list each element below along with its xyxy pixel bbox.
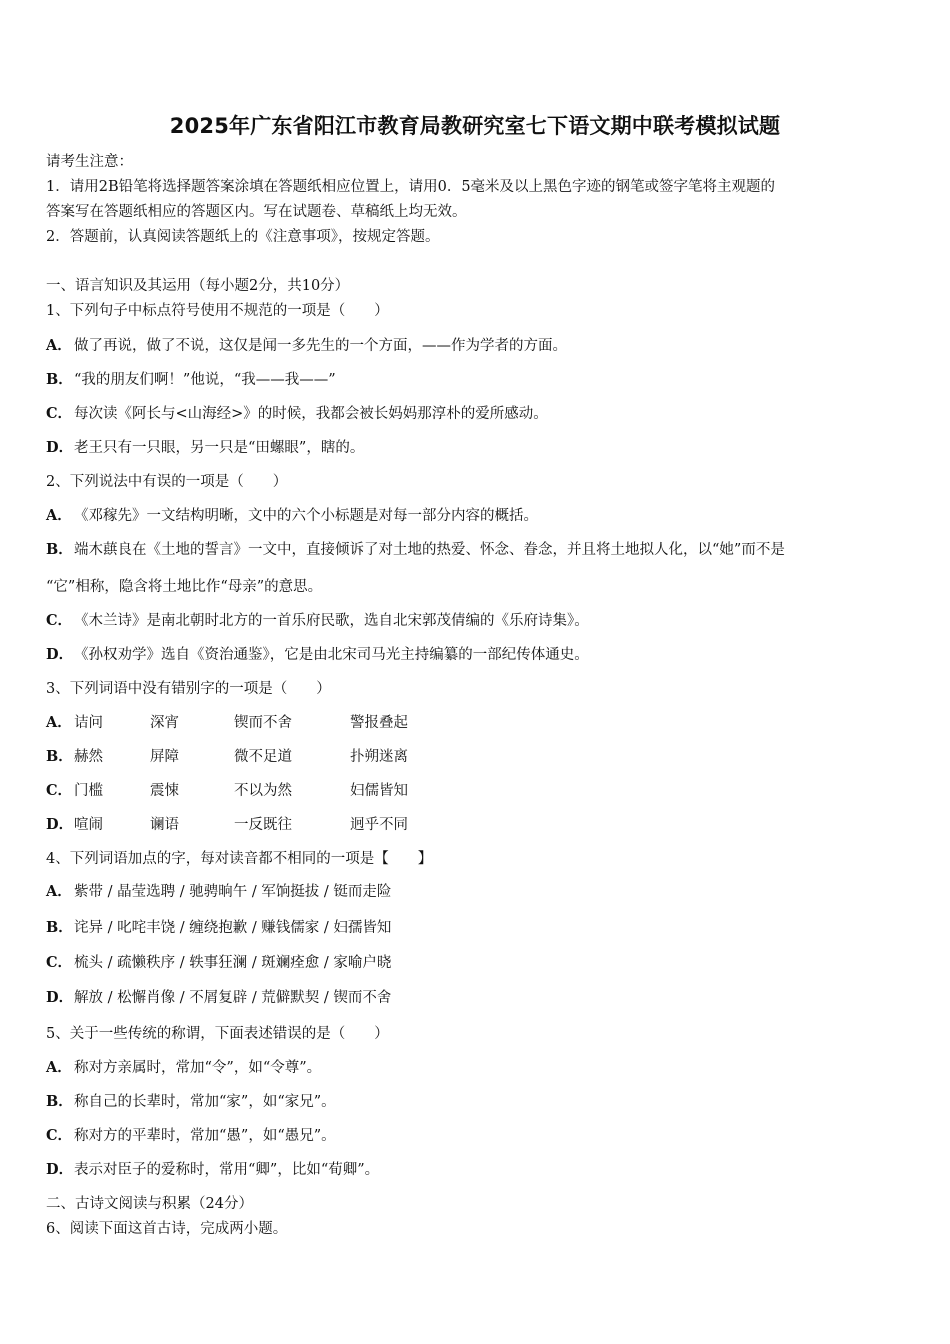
- option-text: 梳头 / 疏懒秩序 / 轶事狂澜 / 斑斓痊愈 / 家喻户晓: [74, 955, 392, 971]
- question-5-option-c: [46, 1126, 336, 1146]
- word: 迥乎不同: [350, 817, 408, 833]
- page-title: 2025年广东省阳江市教育局教研究室七下语文期中联考模拟试题: [169, 114, 781, 138]
- word: 妇儒皆知: [350, 783, 408, 799]
- question-4-option-d: [46, 988, 391, 1008]
- word: 屏障: [150, 749, 179, 765]
- question-1-option-c: [46, 404, 548, 424]
- notice-item-1-line-1: 1．请用2B铅笔将选择题答案涂填在答题纸相应位置上，请用0．5毫米及以上黑色字迹的钢笔或签字笔将主观题的: [46, 179, 776, 195]
- word: 警报叠起: [350, 715, 408, 731]
- word: 一反既往: [234, 817, 292, 833]
- option-text: 称对方的平辈时，常加“愚”，如“愚兄”。: [74, 1128, 336, 1144]
- option-text: 称对方亲属时，常加“令”，如“令尊”。: [74, 1060, 322, 1076]
- option-letter: C．: [46, 612, 73, 629]
- word: 谰语: [150, 817, 179, 833]
- option-text: 称自己的长辈时，常加“家”，如“家兄”。: [74, 1094, 336, 1110]
- question-1-stem: 1、下列句子中标点符号使用不规范的一项是（ ）: [46, 303, 389, 319]
- option-letter: D．: [46, 439, 74, 456]
- option-letter: A．: [46, 883, 72, 900]
- word: 门槛: [74, 783, 103, 799]
- word: 不以为然: [234, 783, 292, 799]
- word: 赫然: [74, 749, 103, 765]
- option-text: 表示对臣子的爱称时，常用“卿”，比如“荀卿”。: [74, 1162, 380, 1178]
- option-letter: C．: [46, 1127, 73, 1144]
- option-letter: A．: [46, 337, 72, 354]
- word: 诘问: [74, 715, 103, 731]
- question-6-stem: 6、阅读下面这首古诗，完成两小题。: [46, 1221, 288, 1237]
- option-text: 每次读《阿长与<山海经>》的时候，我都会被长妈妈那淳朴的爱所感动。: [74, 406, 548, 422]
- option-letter: C．: [46, 405, 73, 422]
- question-4-stem: 4、下列词语加点的字，每对读音都不相同的一项是【 】: [46, 851, 433, 867]
- option-text: 紫带 / 晶莹选聘 / 驰骋晌午 / 军饷挺拔 / 铤而走险: [74, 884, 392, 900]
- question-4-option-c: [46, 953, 391, 973]
- option-text: “我的朋友们啊！”他说，“我——我——”: [74, 372, 336, 388]
- word: 扑朔迷离: [350, 749, 408, 765]
- option-text: 老王只有一只眼，另一只是“田螺眼”，瞎的。: [74, 440, 365, 456]
- option-text: 解放 / 松懈肖像 / 不屑复辟 / 荒僻默契 / 锲而不舍: [74, 990, 392, 1006]
- option-text: 端木蕻良在《土地的誓言》一文中，直接倾诉了对土地的热爱、怀念、眷念，并且将土地拟人化，以“她”而不是: [74, 542, 785, 558]
- option-letter: B．: [46, 919, 73, 936]
- option-letter: B．: [46, 371, 73, 388]
- question-5-option-b: [46, 1092, 336, 1112]
- question-5-stem: 5、关于一些传统的称谓，下面表述错误的是（ ）: [46, 1026, 389, 1042]
- notice-item-1-line-2: 答案写在答题纸相应的答题区内。写在试题卷、草稿纸上均无效。: [46, 204, 467, 220]
- option-letter: B．: [46, 541, 73, 558]
- option-letter: A．: [46, 714, 72, 731]
- question-1-option-b: [46, 370, 336, 390]
- question-2-option-b-continued: “它”相称，隐含将土地比作“母亲”的意思。: [46, 579, 323, 595]
- question-1-option-d: [46, 438, 364, 458]
- question-5-option-a: [46, 1058, 321, 1078]
- option-text: 《邓稼先》一文结构明晰，文中的六个小标题是对每一部分内容的概括。: [74, 508, 538, 524]
- question-2-stem: 2、下列说法中有误的一项是（ ）: [46, 474, 288, 490]
- word: 喧闹: [74, 817, 103, 833]
- question-2-option-c: [46, 611, 589, 631]
- option-letter: D．: [46, 816, 74, 833]
- option-letter: D．: [46, 1161, 74, 1178]
- option-letter: A．: [46, 507, 72, 524]
- option-text: 做了再说，做了不说，这仅是闻一多先生的一个方面，——作为学者的方面。: [74, 338, 567, 354]
- option-text: 《木兰诗》是南北朝时北方的一首乐府民歌，选自北宋郭茂倩编的《乐府诗集》。: [74, 613, 589, 629]
- question-1-option-a: [46, 336, 567, 356]
- question-2-option-b: [46, 540, 785, 560]
- option-letter: B．: [46, 1093, 73, 1110]
- question-2-option-a: [46, 506, 538, 526]
- question-3-option-c: [46, 781, 470, 801]
- option-text: 《孙权劝学》选自《资治通鉴》，它是由北宋司马光主持编纂的一部纪传体通史。: [74, 647, 589, 663]
- option-letter: C．: [46, 782, 73, 799]
- word: 深宵: [150, 715, 179, 731]
- option-letter: D．: [46, 646, 74, 663]
- word: 微不足道: [234, 749, 292, 765]
- option-letter: D．: [46, 989, 74, 1006]
- question-3-option-b: [46, 747, 470, 767]
- word: 锲而不舍: [234, 715, 292, 731]
- option-letter: A．: [46, 1059, 72, 1076]
- section-2-heading: 二、古诗文阅读与积累（24分）: [46, 1196, 253, 1212]
- option-letter: C．: [46, 954, 73, 971]
- question-3-stem: 3、下列词语中没有错别字的一项是（ ）: [46, 681, 331, 697]
- question-3-option-d: [46, 815, 470, 835]
- notice-heading: 请考生注意：: [46, 154, 133, 170]
- question-4-option-b: [46, 918, 391, 938]
- question-4-option-a: [46, 882, 391, 902]
- section-1-heading: 一、语言知识及其运用（每小题2分，共10分）: [46, 278, 350, 294]
- question-3-option-a: [46, 713, 470, 733]
- question-5-option-d: [46, 1160, 379, 1180]
- option-letter: B．: [46, 748, 73, 765]
- option-text: 诧异 / 叱咤丰饶 / 缠绕抱歉 / 赚钱儒家 / 妇孺皆知: [74, 920, 392, 936]
- notice-item-2: 2．答题前，认真阅读答题纸上的《注意事项》，按规定答题。: [46, 229, 440, 245]
- question-2-option-d: [46, 645, 589, 665]
- word: 震悚: [150, 783, 179, 799]
